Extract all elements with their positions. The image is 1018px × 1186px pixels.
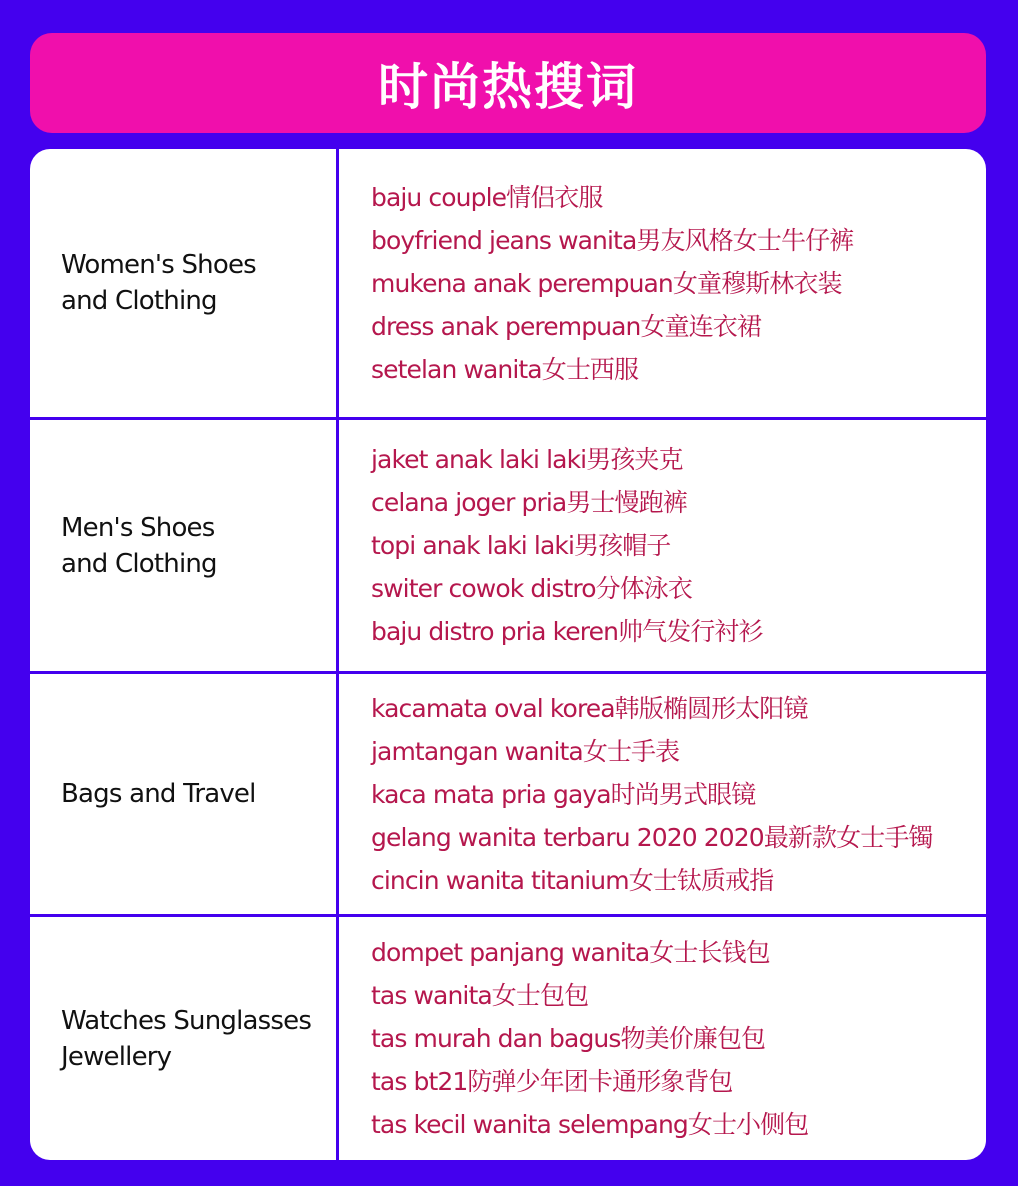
- search-term: tas wanita女士包包: [371, 981, 589, 1010]
- column-divider: [336, 149, 339, 1160]
- table-row-mens: [30, 420, 986, 671]
- category-label: Men's Shoes and Clothing: [61, 512, 217, 579]
- search-term: kacamata oval korea韩版椭圆形太阳镜: [371, 693, 808, 723]
- search-term: dompet panjang wanita女士长钱包: [371, 938, 770, 967]
- category-cell: [30, 674, 336, 914]
- search-term: tas bt21防弹少年团卡通形象背包: [371, 1067, 733, 1096]
- search-term: kaca mata pria gaya时尚男式眼镜: [371, 779, 756, 809]
- search-term: tas kecil wanita selempang女士小侧包: [371, 1110, 809, 1139]
- search-term: jamtangan wanita女士手表: [371, 736, 680, 766]
- category-cell: [30, 149, 336, 417]
- terms-cell: [371, 420, 986, 671]
- terms-cell: [371, 674, 986, 914]
- category-label: Watches Sunglasses Jewellery: [61, 1005, 312, 1072]
- page-title: 时尚热搜词: [378, 58, 638, 116]
- category-label: Women's Shoes and Clothing: [61, 250, 256, 316]
- table-row-watches: [30, 917, 986, 1160]
- search-term: setelan wanita女士西服: [371, 354, 639, 384]
- title-banner: [30, 33, 986, 133]
- search-term: switer cowok distro分体泳衣: [371, 574, 692, 603]
- search-term: boyfriend jeans wanita男友风格女士牛仔裤: [371, 225, 854, 255]
- search-term: celana joger pria男士慢跑裤: [371, 488, 687, 517]
- terms-cell: [371, 917, 986, 1160]
- trending-terms-table: [30, 149, 986, 1160]
- terms-cell: [371, 149, 986, 417]
- table-row-womens: [30, 149, 986, 417]
- search-term: jaket anak laki laki男孩夹克: [371, 445, 683, 474]
- category-cell: [30, 917, 336, 1160]
- search-term: topi anak laki laki男孩帽子: [371, 531, 671, 560]
- table-row-bags: [30, 674, 986, 914]
- search-term: gelang wanita terbaru 2020 2020最新款女士手镯: [371, 822, 933, 852]
- category-cell: [30, 420, 336, 671]
- search-term: mukena anak perempuan女童穆斯林衣装: [371, 268, 842, 298]
- search-term: baju distro pria keren帅气发行衬衫: [371, 617, 763, 646]
- search-term: cincin wanita titanium女士钛质戒指: [371, 865, 774, 895]
- search-term: baju couple情侣衣服: [371, 182, 603, 212]
- search-term: dress anak perempuan女童连衣裙: [371, 311, 761, 341]
- category-label: Bags and Travel: [61, 779, 256, 809]
- search-term: tas murah dan bagus物美价廉包包: [371, 1024, 766, 1053]
